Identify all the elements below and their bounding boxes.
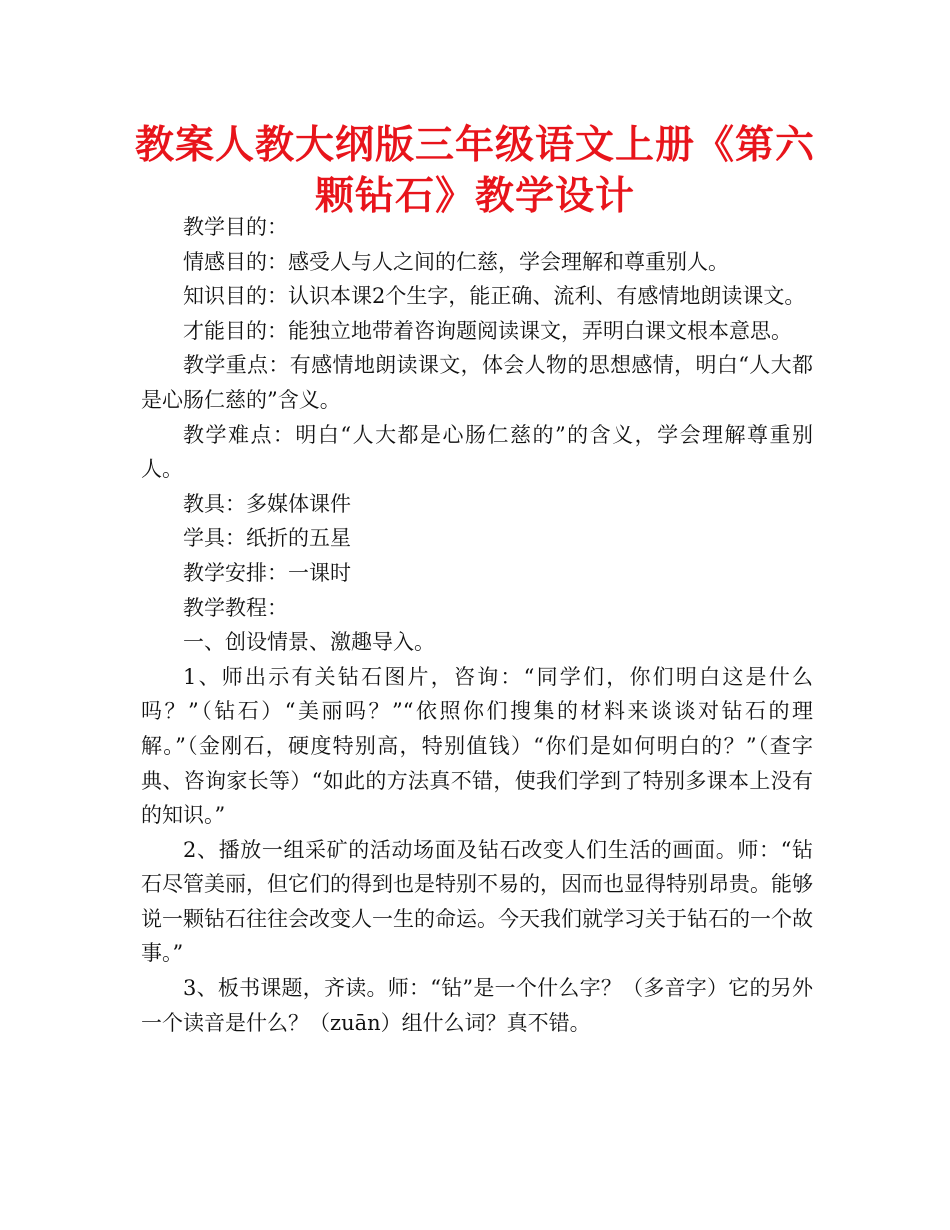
paragraph-knowledge-goal: 知识目的：认识本课2个生字，能正确、流利、有感情地朗读课文。 bbox=[183, 284, 806, 309]
paragraph-student-materials: 学具：纸折的五星 bbox=[183, 526, 351, 551]
paragraph-teaching-aids: 教具：多媒体课件 bbox=[183, 491, 351, 516]
paragraph-step-2: 2、播放一组采矿的活动场面及钻石改变人们生活的画面。师：“钻石尽管美丽，但它们的得到也是特别不易的，因而也显得特别昂贵。能够说一颗钻石往往会改变人一生的命运。今天我们就学习关于钻石的一个故事。” bbox=[141, 837, 813, 966]
paragraph-step-1: 1、师出示有关钻石图片，咨询：“同学们，你们明白这是什么吗？”（钻石）“美丽吗？”“依照你们搜集的材料来谈谈对钻石的理解。”（金刚石，硬度特别高，特别值钱）“你们是如何明白的？”（查字典、咨询家长等）“如此的方法真不错，使我们学到了特别多课本上没有的知识。” bbox=[141, 664, 813, 828]
document-title: 教案人教大纲版三年级语文上册《第六颗钻石》教学设计 bbox=[134, 123, 815, 219]
paragraph-schedule: 教学安排：一课时 bbox=[183, 560, 351, 585]
paragraph-process-heading: 教学教程： bbox=[183, 595, 288, 620]
paragraph-section-one: 一、创设情景、激趣导入。 bbox=[183, 630, 435, 655]
paragraph-teaching-goals-heading: 教学目的： bbox=[183, 215, 288, 239]
paragraph-teaching-difficulty: 教学难点：明白“人大都是心肠仁慈的”的含义，学会理解尊重别人。 bbox=[141, 422, 813, 482]
paragraph-emotional-goal: 情感目的：感受人与人之间的仁慈，学会理解和尊重别人。 bbox=[183, 249, 729, 274]
paragraph-ability-goal: 才能目的：能独立地带着咨询题阅读课文，弄明白课文根本意思。 bbox=[183, 318, 792, 343]
paragraph-teaching-focus: 教学重点：有感情地朗读课文，体会人物的思想感情，明白“人大都是心肠仁慈的”含义。 bbox=[141, 353, 813, 412]
paragraph-step-3: 3、板书课题，齐读。师：“钻”是一个什么字？（多音字）它的另外一个读音是什么？（zuān）组什么词？真不错。 bbox=[141, 976, 813, 1035]
document-body bbox=[141, 210, 813, 1040]
